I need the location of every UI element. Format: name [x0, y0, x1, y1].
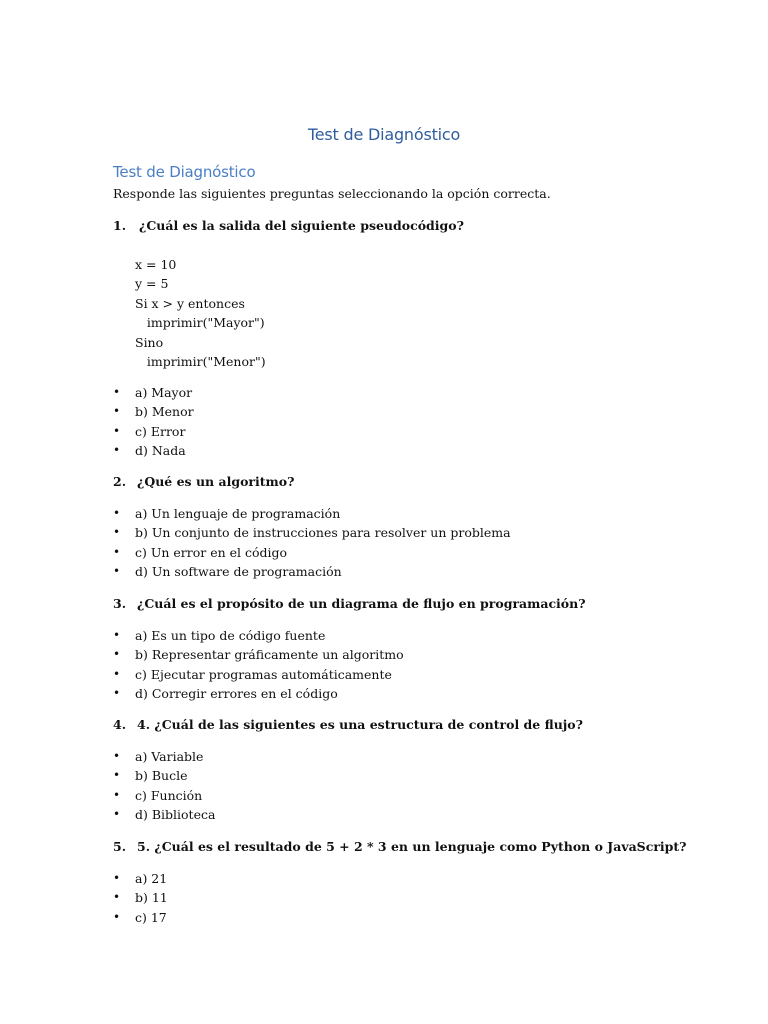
- intro-text: Responde las siguientes preguntas seleccionando la opción correcta.: [113, 186, 551, 201]
- option-item: [113, 562, 511, 581]
- option-text: d) Un software de programación: [135, 564, 342, 580]
- question-5: [113, 839, 687, 854]
- option-text: b) Un conjunto de instrucciones para resolver un problema: [135, 525, 511, 541]
- question-3-options: [113, 626, 404, 704]
- option-text: b) Menor: [135, 404, 194, 420]
- option-item: [113, 786, 215, 805]
- option-text: a) 21: [135, 871, 168, 886]
- question-number: 3.: [113, 596, 127, 611]
- option-item: [113, 747, 215, 766]
- question-number: 1.: [113, 218, 127, 233]
- option-item: [113, 441, 194, 460]
- option-text: d) Biblioteca: [135, 807, 216, 823]
- bullet-icon: •: [113, 385, 121, 399]
- question-text: 5. ¿Cuál es el resultado de 5 + 2 * 3 en un lenguaje como Python o JavaScript?: [137, 839, 687, 854]
- option-text: a) Es un tipo de código fuente: [135, 628, 326, 643]
- bullet-icon: •: [113, 628, 121, 642]
- option-item: [113, 908, 168, 927]
- question-1: [113, 218, 464, 233]
- bullet-icon: •: [113, 506, 121, 520]
- bullet-icon: •: [113, 768, 121, 783]
- question-3: [113, 596, 586, 611]
- bullet-icon: •: [113, 404, 121, 419]
- option-item: [113, 383, 194, 402]
- option-item: [113, 684, 404, 703]
- option-item: [113, 523, 511, 542]
- option-item: [113, 543, 511, 562]
- option-item: [113, 626, 404, 645]
- option-text: b) 11: [135, 890, 168, 906]
- question-2-options: [113, 504, 511, 582]
- option-item: [113, 869, 168, 888]
- bullet-icon: •: [113, 525, 121, 540]
- question-text: 4. ¿Cuál de las siguientes es una estructura de control de flujo?: [137, 717, 583, 732]
- question-2: [113, 474, 294, 489]
- option-text: c) Error: [135, 423, 186, 439]
- question-number: 2.: [113, 474, 127, 489]
- option-text: b) Representar gráficamente un algoritmo: [135, 647, 404, 663]
- question-4: [113, 717, 583, 732]
- option-item: [113, 504, 511, 523]
- option-text: a) Mayor: [135, 385, 193, 400]
- document-title: Test de Diagnóstico: [307, 125, 461, 144]
- bullet-icon: •: [113, 807, 121, 822]
- bullet-icon: •: [113, 666, 121, 681]
- bullet-icon: •: [113, 749, 121, 763]
- bullet-icon: •: [113, 443, 121, 458]
- question-text: ¿Cuál es la salida del siguiente pseudocódigo?: [139, 218, 464, 233]
- option-text: b) Bucle: [135, 768, 188, 784]
- bullet-icon: •: [113, 647, 121, 662]
- option-text: d) Corregir errores en el código: [135, 686, 338, 702]
- pseudocode-block: x = 10 y = 5 Si x > y entonces imprimir("Mayor") Sino imprimir("Menor"): [135, 257, 266, 370]
- option-item: [113, 888, 168, 907]
- option-item: [113, 422, 194, 441]
- question-number: 5.: [113, 839, 127, 854]
- option-text: c) Un error en el código: [135, 544, 288, 560]
- question-1-options: [113, 383, 194, 461]
- option-text: c) Ejecutar programas automáticamente: [135, 666, 392, 682]
- bullet-icon: •: [113, 564, 121, 579]
- question-text: ¿Cuál es el propósito de un diagrama de flujo en programación?: [137, 596, 586, 611]
- option-text: a) Un lenguaje de programación: [135, 506, 341, 521]
- option-text: a) Variable: [135, 749, 204, 764]
- bullet-icon: •: [113, 787, 121, 802]
- bullet-icon: •: [113, 423, 121, 438]
- option-item: [113, 805, 215, 824]
- bullet-icon: •: [113, 909, 121, 924]
- bullet-icon: •: [113, 686, 121, 701]
- bullet-icon: •: [113, 871, 121, 885]
- option-text: c) 17: [135, 909, 167, 925]
- question-5-options: [113, 869, 168, 927]
- question-4-options: [113, 747, 215, 825]
- option-item: [113, 665, 404, 684]
- question-number: 4.: [113, 717, 127, 732]
- bullet-icon: •: [113, 890, 121, 905]
- section-heading: Test de Diagnóstico: [113, 163, 256, 181]
- option-text: c) Función: [135, 787, 203, 803]
- option-item: [113, 766, 215, 785]
- option-item: [113, 645, 404, 664]
- option-text: d) Nada: [135, 443, 186, 459]
- bullet-icon: •: [113, 544, 121, 559]
- question-text: ¿Qué es un algoritmo?: [137, 474, 295, 489]
- option-item: [113, 402, 194, 421]
